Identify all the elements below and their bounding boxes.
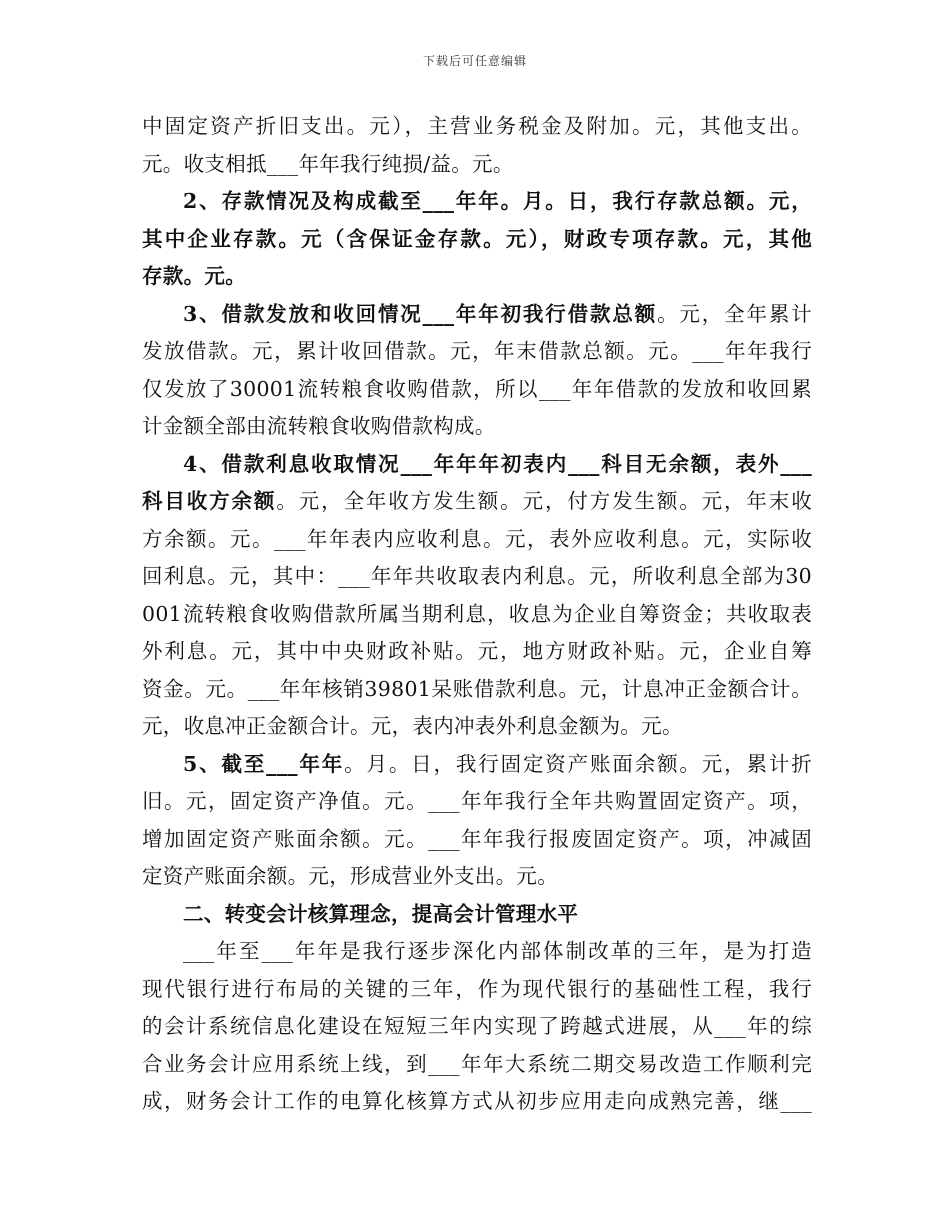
text-segment: 。月。日，我行固定资产账面余额。元，累计折 (344, 751, 812, 776)
text-line (142, 333, 812, 371)
text-line (142, 708, 812, 746)
text-segment: 现代银行进行布局的关键的三年，作为现代银行的基础性工程，我行 (142, 976, 812, 1001)
section-heading-deposits (142, 183, 812, 221)
text-line (142, 521, 812, 559)
text-segment: 方余额。元。___年年表内应收利息。元，表外应收利息。元，实际收 (142, 526, 812, 551)
text-line (142, 1008, 812, 1046)
section-heading-interest (142, 446, 812, 484)
text-segment: 成，财务会计工作的电算化核算方式从初步应用走向成熟完善，继___ (142, 1089, 812, 1113)
text-line (142, 783, 812, 821)
text-line (142, 596, 812, 634)
text-segment: 仅发放了30001流转粮食收购借款，所以___年年借款的发放和收回累 (142, 376, 812, 401)
text-line (142, 483, 812, 521)
text-line (142, 558, 812, 596)
text-segment: ___年至___年年是我行逐步深化内部体制改革的三年，是为打造 (183, 939, 812, 963)
text-line (142, 821, 812, 859)
text-segment: 。元，全年收方发生额。元，付方发生额。元，年末收 (276, 489, 812, 513)
text-segment: 回利息。元，其中：___年年共收取表内利息。元，所收利息全部为30 (142, 564, 812, 588)
text-segment: 001流转粮食收购借款所属当期利息，收息为企业自筹资金；共收取表 (142, 601, 812, 626)
text-segment: 定资产账面余额。元，形成营业外支出。元。 (142, 864, 558, 888)
text-segment: 的会计系统信息化建设在短短三年内实现了跨越式进展，从___年的综 (142, 1014, 812, 1038)
text-segment: 元，收息冲正金额合计。元，表内冲表外利息金额为。元。 (142, 714, 683, 738)
text-segment: 元。收支相抵___年年我行纯损/益。元。 (142, 151, 514, 176)
text-line (142, 858, 812, 896)
bold-text-segment: 二、转变会计核算理念，提高会计管理水平 (183, 901, 579, 926)
chapter-heading (142, 896, 812, 934)
text-line (142, 671, 812, 709)
bold-text-segment: 其中企业存款。元（含保证金存款。元），财政专项存款。元，其他 (142, 226, 812, 251)
text-segment: 合业务会计应用系统上线，到___年年大系统二期交易改造工作顺利完 (142, 1051, 812, 1076)
bold-text-segment: 存款。元。 (142, 264, 246, 288)
text-segment: 资金。元。___年年核销39801呆账借款利息。元，计息冲正金额合计。 (142, 676, 812, 701)
text-line (142, 221, 812, 259)
bold-text-segment: 5、截至___年年 (183, 751, 345, 776)
text-segment: 旧。元，固定资产净值。元。___年年我行全年共购置固定资产。项， (142, 789, 812, 813)
text-line (142, 146, 812, 184)
text-line (142, 971, 812, 1009)
section-heading-loans (142, 296, 812, 334)
text-segment: 。元，全年累计 (657, 301, 812, 326)
bold-text-segment: 3、借款发放和收回情况___年年初我行借款总额 (183, 301, 658, 326)
text-line (142, 371, 812, 409)
text-line (142, 933, 812, 971)
text-line (142, 1083, 812, 1121)
text-line (142, 108, 812, 146)
bold-text-segment: 科目收方余额 (142, 489, 277, 513)
text-line (142, 258, 812, 296)
text-segment: 发放借款。元，累计收回借款。元，年末借款总额。元。___年年我行 (142, 339, 812, 363)
text-line (142, 633, 812, 671)
text-segment: 计金额全部由流转粮食收购借款构成。 (142, 414, 496, 438)
text-line (142, 1046, 812, 1084)
section-heading-fixed-assets (142, 746, 812, 784)
text-segment: 增加固定资产账面余额。元。___年年我行报废固定资产。项，冲减固 (142, 826, 812, 851)
bold-text-segment: 2、存款情况及构成截至___年年。月。日，我行存款总额。元， (183, 189, 812, 213)
text-line (142, 408, 812, 446)
page-header: 下载后可任意编辑 (422, 54, 527, 68)
bold-text-segment: 4、借款利息收取情况___年年年初表内___科目无余额，表外___ (183, 451, 812, 476)
text-segment: 外利息。元，其中中央财政补贴。元，地方财政补贴。元，企业自筹 (142, 639, 812, 663)
text-segment: 中固定资产折旧支出。元），主营业务税金及附加。元，其他支出。 (142, 114, 812, 138)
document-body (142, 108, 812, 1121)
